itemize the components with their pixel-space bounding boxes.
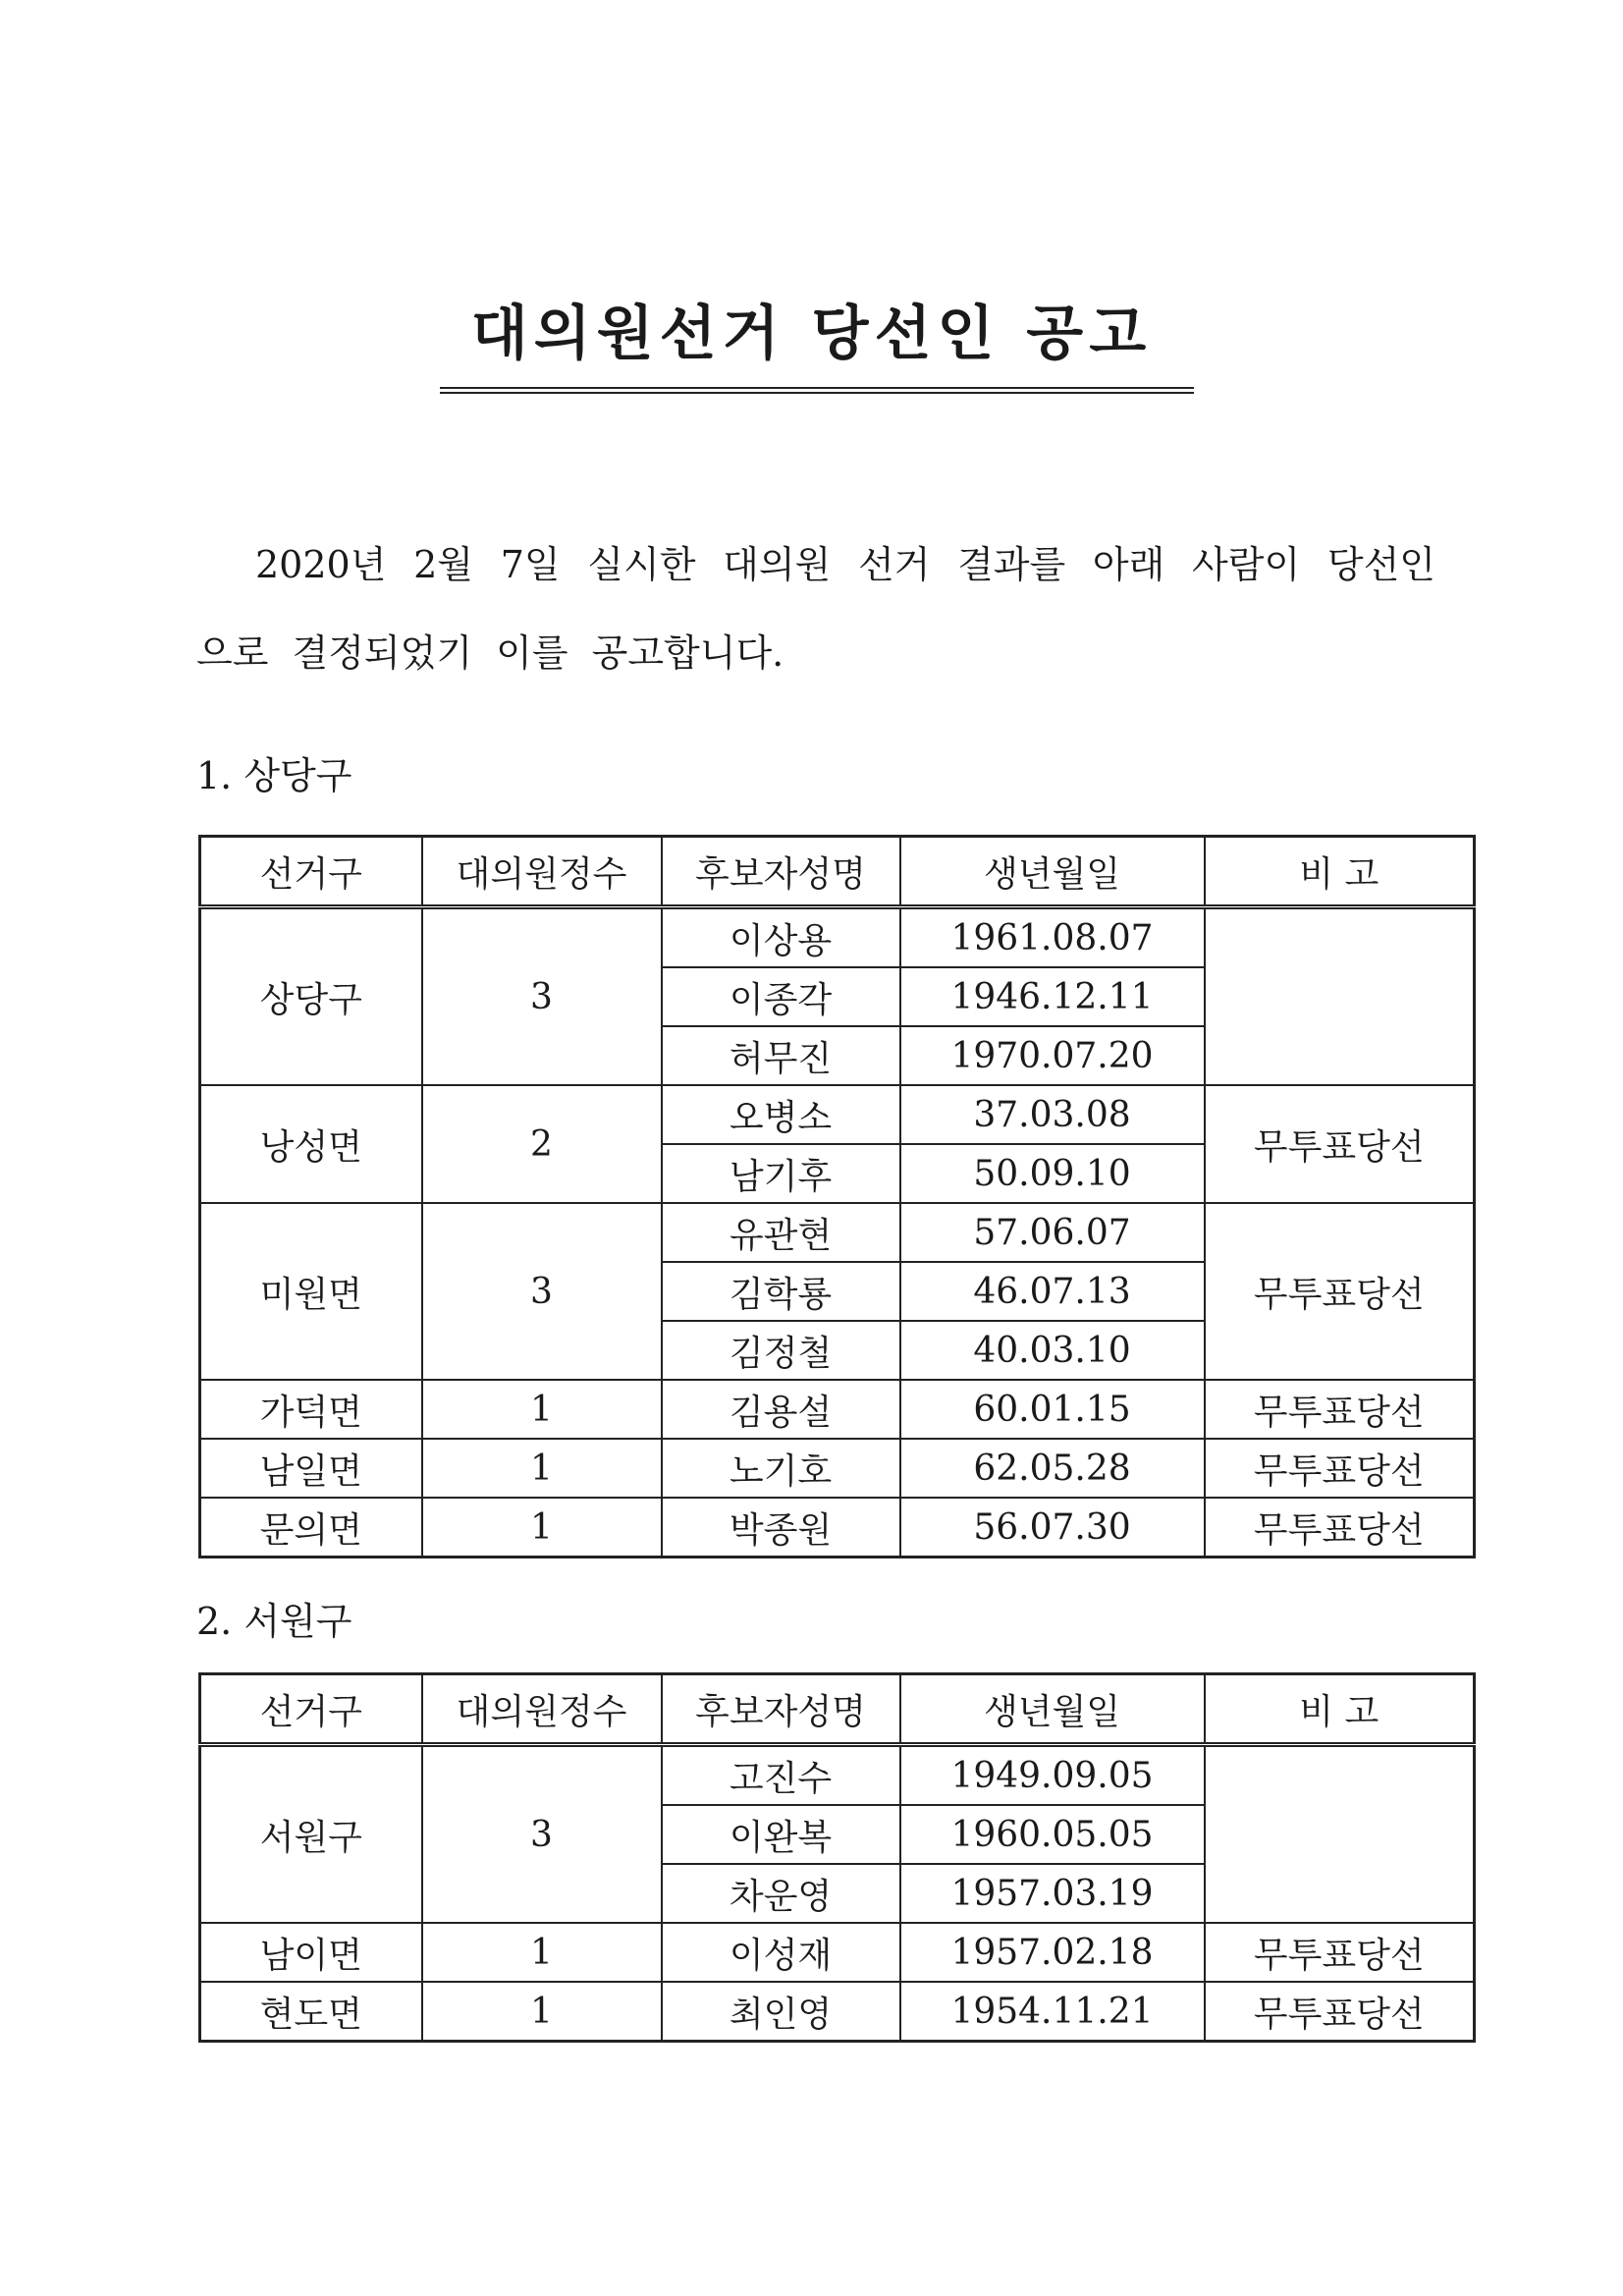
candidate-name-cell: 김용설	[662, 1380, 900, 1439]
header-seats: 대의원정수	[422, 837, 662, 907]
district-cell: 상당구	[200, 907, 422, 1086]
header-district: 선거구	[200, 1674, 422, 1745]
intro-paragraph: 2020년 2월 7일 실시한 대의원 선거 결과를 아래 사람이 당선인으로 결정되었기 이를 공고합니다.	[196, 543, 1435, 675]
candidate-name-cell: 허무진	[662, 1026, 900, 1085]
district-cell: 남일면	[200, 1439, 422, 1498]
seats-cell: 1	[422, 1982, 662, 2042]
district-cell: 낭성면	[200, 1085, 422, 1203]
note-cell: 무투표당선	[1205, 1982, 1475, 2042]
section-heading-sangdang: 1. 상당구	[196, 754, 352, 797]
candidate-name-cell: 유관현	[662, 1203, 900, 1262]
table-header-row	[200, 837, 1475, 907]
table-header-row	[200, 1674, 1475, 1745]
note-cell	[1205, 907, 1475, 1086]
note-cell: 무투표당선	[1205, 1203, 1475, 1380]
candidate-name-cell: 김학룡	[662, 1262, 900, 1321]
candidate-name-cell: 이종각	[662, 967, 900, 1026]
header-birth: 생년월일	[900, 837, 1205, 907]
birth-date-cell: 62.05.28	[900, 1439, 1205, 1498]
results-table-seowon	[198, 1672, 1476, 2043]
candidate-name-cell: 이성재	[662, 1923, 900, 1982]
header-note: 비 고	[1205, 837, 1475, 907]
candidate-name-cell: 김정철	[662, 1321, 900, 1380]
district-cell: 가덕면	[200, 1380, 422, 1439]
note-cell	[1205, 1745, 1475, 1924]
candidate-name-cell: 차운영	[662, 1864, 900, 1923]
table-row	[200, 1439, 1475, 1498]
header-birth: 생년월일	[900, 1674, 1205, 1745]
note-cell: 무투표당선	[1205, 1380, 1475, 1439]
birth-date-cell: 1954.11.21	[900, 1982, 1205, 2042]
birth-date-cell: 37.03.08	[900, 1085, 1205, 1144]
candidate-name-cell: 최인영	[662, 1982, 900, 2042]
birth-date-cell: 1949.09.05	[900, 1745, 1205, 1806]
district-cell: 남이면	[200, 1923, 422, 1982]
seats-cell: 2	[422, 1085, 662, 1203]
table-row	[200, 1923, 1475, 1982]
seats-cell: 1	[422, 1498, 662, 1558]
district-cell: 서원구	[200, 1745, 422, 1924]
header-name: 후보자성명	[662, 837, 900, 907]
seats-cell: 3	[422, 907, 662, 1086]
title-underline	[440, 387, 1194, 394]
results-table-sangdang	[198, 835, 1476, 1558]
note-cell: 무투표당선	[1205, 1498, 1475, 1558]
birth-date-cell: 1970.07.20	[900, 1026, 1205, 1085]
seats-cell: 3	[422, 1203, 662, 1380]
candidate-name-cell: 오병소	[662, 1085, 900, 1144]
table-row	[200, 1982, 1475, 2042]
table-row	[200, 1380, 1475, 1439]
table-row	[200, 1203, 1475, 1262]
birth-date-cell: 56.07.30	[900, 1498, 1205, 1558]
birth-date-cell: 60.01.15	[900, 1380, 1205, 1439]
table-row	[200, 1745, 1475, 1806]
candidate-name-cell: 이완복	[662, 1805, 900, 1864]
birth-date-cell: 1957.02.18	[900, 1923, 1205, 1982]
candidate-name-cell: 이상용	[662, 907, 900, 968]
header-seats: 대의원정수	[422, 1674, 662, 1745]
birth-date-cell: 1960.05.05	[900, 1805, 1205, 1864]
header-name: 후보자성명	[662, 1674, 900, 1745]
header-note: 비 고	[1205, 1674, 1475, 1745]
district-cell: 문의면	[200, 1498, 422, 1558]
district-cell: 현도면	[200, 1982, 422, 2042]
birth-date-cell: 57.06.07	[900, 1203, 1205, 1262]
birth-date-cell: 1946.12.11	[900, 967, 1205, 1026]
seats-cell: 1	[422, 1439, 662, 1498]
seats-cell: 1	[422, 1923, 662, 1982]
note-cell: 무투표당선	[1205, 1085, 1475, 1203]
section-heading-seowon: 2. 서원구	[196, 1600, 352, 1643]
candidate-name-cell: 남기후	[662, 1144, 900, 1203]
candidate-name-cell: 고진수	[662, 1745, 900, 1806]
candidate-name-cell: 박종원	[662, 1498, 900, 1558]
table-row	[200, 907, 1475, 968]
page-title: 대의원선거 당선인 공고	[470, 300, 1153, 368]
birth-date-cell: 46.07.13	[900, 1262, 1205, 1321]
seats-cell: 3	[422, 1745, 662, 1924]
note-cell: 무투표당선	[1205, 1439, 1475, 1498]
note-cell: 무투표당선	[1205, 1923, 1475, 1982]
candidate-name-cell: 노기호	[662, 1439, 900, 1498]
table-row	[200, 1498, 1475, 1558]
district-cell: 미원면	[200, 1203, 422, 1380]
header-district: 선거구	[200, 837, 422, 907]
birth-date-cell: 1957.03.19	[900, 1864, 1205, 1923]
birth-date-cell: 1961.08.07	[900, 907, 1205, 968]
birth-date-cell: 40.03.10	[900, 1321, 1205, 1380]
birth-date-cell: 50.09.10	[900, 1144, 1205, 1203]
table-row	[200, 1085, 1475, 1144]
seats-cell: 1	[422, 1380, 662, 1439]
